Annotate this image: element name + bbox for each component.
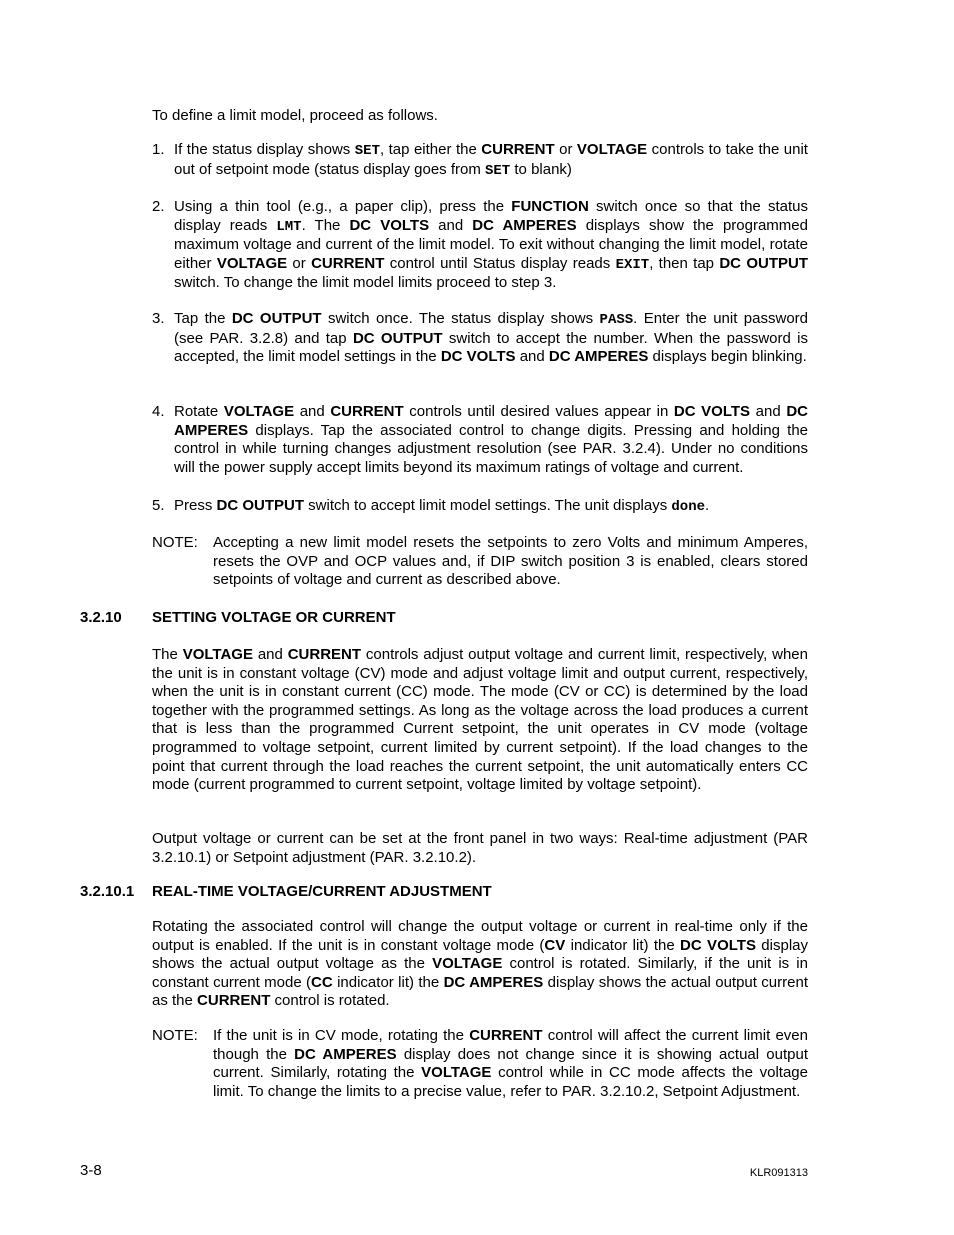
display-code: done bbox=[671, 499, 706, 515]
display-code: EXIT bbox=[615, 256, 650, 273]
bold-term: CURRENT bbox=[197, 992, 271, 1010]
bold-term: DC OUTPUT bbox=[719, 254, 808, 272]
bold-term: DC VOLTS bbox=[680, 936, 756, 954]
section-title: SETTING VOLTAGE OR CURRENT bbox=[152, 609, 396, 626]
note-text: Accepting a new limit model resets the setpoints to zero Volts and minimum Amperes, resets the OVP and OCP values and, if DIP switch position 3 is enabled, clears stored setpoints of voltage and current as described above. bbox=[213, 534, 808, 589]
bold-term: CURRENT bbox=[311, 254, 385, 272]
step-number: 5. bbox=[152, 497, 165, 514]
bold-term: VOLTAGE bbox=[432, 955, 503, 973]
display-code: PASS bbox=[599, 312, 634, 328]
step-number: 4. bbox=[152, 403, 165, 420]
step-number: 1. bbox=[152, 141, 165, 158]
bold-term: DC OUTPUT bbox=[216, 497, 305, 514]
bold-term: CURRENT bbox=[330, 403, 404, 420]
page-number: 3-8 bbox=[80, 1162, 102, 1179]
body-paragraph: The VOLTAGE and CURRENT controls adjust output voltage and current limit, respectively, when the unit is in constant voltage (CV) mode and adjust voltage limit and output current, respectively, when the unit is in constant current (CC) mode. The mode (CV or CC) is determined by the load together with the programmed settings. As long as the voltage across the load produces a current that is less than the programmed Current setpoint, the unit operates in CV mode (voltage programmed to voltage setpoint, current limited by current setpoint). If the load changes to the point that current through the load reaches the current setpoint, the unit automatically enters CC mode (current programmed to current setpoint, voltage limited by voltage setpoint). bbox=[152, 646, 808, 794]
bold-term: VOLTAGE bbox=[216, 254, 288, 272]
step-number: 3. bbox=[152, 310, 165, 327]
bold-term: VOLTAGE bbox=[421, 1064, 492, 1082]
bold-term: FUNCTION bbox=[511, 198, 589, 215]
bold-term: VOLTAGE bbox=[182, 646, 253, 663]
bold-term: CURRENT bbox=[469, 1027, 543, 1044]
note-label: NOTE: bbox=[152, 534, 198, 551]
display-code: SET bbox=[354, 143, 380, 159]
bold-term: VOLTAGE bbox=[576, 141, 648, 158]
bold-term: CURRENT bbox=[481, 141, 555, 158]
display-code: SET bbox=[485, 162, 511, 179]
step-number: 2. bbox=[152, 198, 165, 215]
step-text: Tap the DC OUTPUT switch once. The status display shows PASS. Enter the unit password (see PAR. 3.2.8) and tap DC OUTPUT switch to accept the number. When the password is accepted, the limit model settings in the DC VOLTS and DC AMPERES displays begin blinking. bbox=[174, 310, 808, 366]
step-text: Press DC OUTPUT switch to accept limit model settings. The unit displays done. bbox=[174, 497, 710, 515]
bold-term: DC OUTPUT bbox=[231, 310, 322, 327]
bold-term: DC VOLTS bbox=[440, 348, 516, 366]
intro-text: To define a limit model, proceed as follows. bbox=[152, 107, 438, 124]
bold-term: DC VOLTS bbox=[349, 216, 430, 234]
bold-term: DC VOLTS bbox=[673, 403, 751, 420]
note-text: If the unit is in CV mode, rotating the CURRENT control will affect the current limit even though the DC AMPERES display does not change since it is showing actual output current. Similarly, rotating the VOLTAGE control while in CC mode affects the voltage limit. To change the limits to a precise value, refer to PAR. 3.2.10.2, Setpoint Adjustment. bbox=[213, 1027, 808, 1100]
body-paragraph: Output voltage or current can be set at the front panel in two ways: Real-time adjustment (PAR 3.2.10.1) or Setpoint adjustment (PAR. 3.2.10.2). bbox=[152, 830, 808, 866]
step-text: Rotate VOLTAGE and CURRENT controls until desired values appear in DC VOLTS and DC AMPERES displays. Tap the associated control to change digits. Pressing and holding the control in while turning changes adjustment resolution (see PAR. 3.2.4). Under no conditions will the power supply accept limits beyond its maximum ratings of voltage and current. bbox=[174, 403, 808, 476]
note-label: NOTE: bbox=[152, 1027, 198, 1044]
bold-term: DC OUTPUT bbox=[352, 329, 443, 347]
bold-term: DC AMPERES bbox=[472, 216, 577, 234]
step-text: If the status display shows SET, tap either the CURRENT or VOLTAGE controls to take the unit out of setpoint mode (status display goes from SET to blank) bbox=[174, 141, 808, 179]
bold-term: CC bbox=[311, 973, 333, 991]
section-number: 3.2.10 bbox=[80, 609, 122, 626]
subsection-title: REAL-TIME VOLTAGE/CURRENT ADJUSTMENT bbox=[152, 883, 492, 900]
bold-term: DC AMPERES bbox=[174, 403, 808, 439]
document-code: KLR091313 bbox=[749, 1167, 808, 1179]
subsection-number: 3.2.10.1 bbox=[80, 883, 135, 900]
bold-term: CV bbox=[544, 936, 566, 954]
bold-term: DC AMPERES bbox=[548, 348, 649, 366]
body-paragraph: Rotating the associated control will change the output voltage or current in real-time only if the output is enabled. If the unit is in constant voltage mode (CV indicator lit) the DC VOLTS display shows the actual output voltage as the VOLTAGE control is rotated. Similarly, if the unit is in constant current mode (CC indicator lit) the DC AMPERES display shows the actual output current as the CURRENT control is rotated. bbox=[152, 918, 808, 1010]
bold-term: DC AMPERES bbox=[294, 1045, 397, 1063]
bold-term: CURRENT bbox=[287, 646, 362, 663]
step-text: Using a thin tool (e.g., a paper clip), press the FUNCTION switch once so that the status display reads LMT. The DC VOLTS and DC AMPERES displays show the programmed maximum voltage and current of the limit model. To exit without changing the limit model, rotate either VOLTAGE or CURRENT control until Status display reads EXIT, then tap DC OUTPUT switch. To change the limit model limits proceed to step 3. bbox=[174, 198, 808, 292]
display-code: LMT bbox=[276, 218, 302, 235]
bold-term: VOLTAGE bbox=[223, 403, 295, 420]
bold-term: DC AMPERES bbox=[443, 973, 544, 991]
